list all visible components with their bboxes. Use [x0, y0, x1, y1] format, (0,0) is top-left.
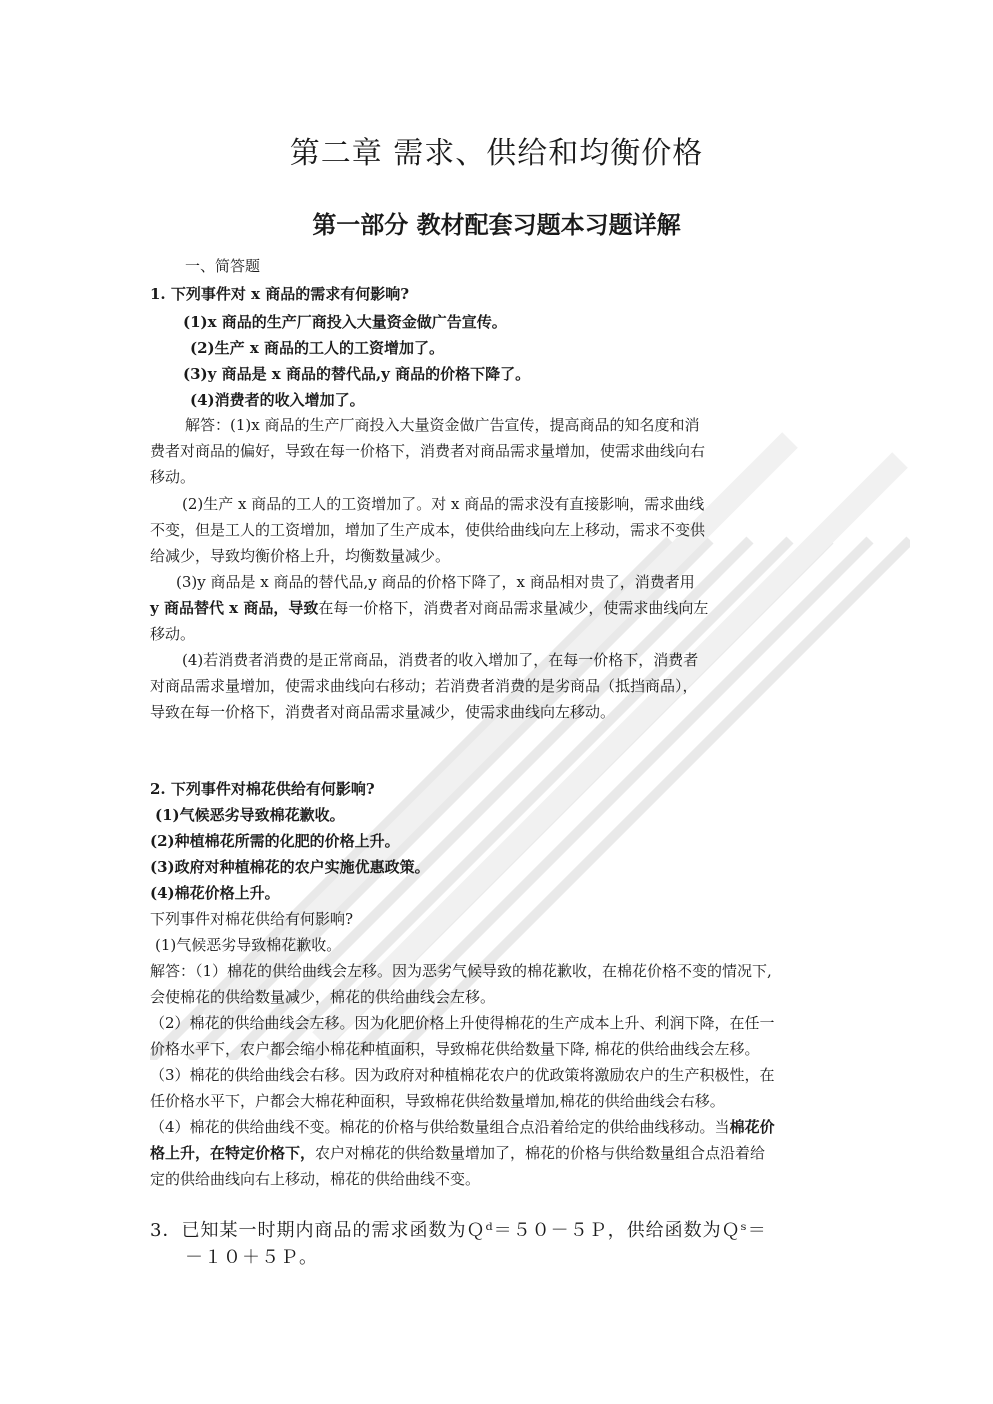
q1-answer-line: 移动。: [150, 468, 196, 486]
q2-item: (4)棉花价格上升。: [150, 884, 280, 902]
q1-answer-line: 给减少，导致均衡价格上升，均衡数量减少。: [150, 547, 451, 565]
q1-answer-line: (4)若消费者消费的是正常商品，消费者的收入增加了，在每一价格下，消费者: [182, 651, 699, 669]
q2-answer4-line: [150, 1142, 765, 1164]
q2-answer-line: 任价格水平下，户都会大棉花种面积，导致棉花供给数量增加,棉花的供给曲线会右移。: [150, 1092, 725, 1110]
q1-answer-line: 导致在每一价格下，消费者对商品需求量减少，使需求曲线向左移动。: [150, 703, 616, 721]
q2-item: (2)种植棉花所需的化肥的价格上升。: [150, 832, 400, 850]
q1-answer-line: 费者对商品的偏好，导致在每一价格下，消费者对商品需求量增加，使需求曲线向右: [150, 442, 706, 460]
q2-question: 2. 下列事件对棉花供给有何影响?: [150, 780, 375, 798]
q1-answer-line: 对商品需求量增加，使需求曲线向右移动；若消费者消费的是劣商品（抵挡商品），: [150, 677, 698, 695]
q1-answer-bold-phrase: y 商品替代 x 商品，导致: [150, 599, 319, 617]
q1-answer-line: 解答：(1)x 商品的生产厂商投入大量资金做广告宣传，提高商品的知名度和消: [185, 416, 700, 434]
q2-item: (1)气候恶劣导致棉花歉收。: [155, 806, 345, 824]
q1-answer-mixed-line: [150, 597, 708, 619]
q1-item: (4)消费者的收入增加了。: [190, 391, 365, 409]
q1-item: (2)生产 x 商品的工人的工资增加了。: [190, 339, 445, 357]
q2-answer4-bold-phrase: 棉花价: [729, 1118, 775, 1136]
q1-answer-line: (2)生产 x 商品的工人的工资增加了。对 x 商品的需求没有直接影响，需求曲线: [182, 495, 705, 513]
q3-question-line: 3．已知某一时期内商品的需求函数为Ｑᵈ＝５０－５Ｐ，供给函数为Ｑˢ＝: [150, 1220, 767, 1241]
q1-question: 1. 下列事件对 x 商品的需求有何影响?: [150, 285, 410, 303]
q2-answer-line: 解答：（1）棉花的供给曲线会左移。因为恶劣气候导致的棉花歉收，在棉花价格不变的情况下,: [150, 962, 772, 980]
q1-answer-line: 移动。: [150, 625, 196, 643]
q1-item: (1)x 商品的生产厂商投入大量资金做广告宣传。: [183, 313, 507, 331]
chapter-title: 第二章 需求、供给和均衡价格: [289, 136, 704, 171]
section-label: 一、简答题: [185, 257, 261, 275]
q3-question-line: －１０＋５Ｐ。: [185, 1247, 318, 1268]
q2-answer4-line: [150, 1116, 775, 1138]
q2-answer-line: 价格水平下，农户都会缩小棉花种植面积，导致棉花供给数量下降, 棉花的供给曲线会左移。: [150, 1040, 760, 1058]
part-title: 第一部分 教材配套习题本习题详解: [312, 211, 681, 239]
q1-answer-line: (3)y 商品是 x 商品的替代品,y 商品的价格下降了，x 商品相对贵了，消费者用: [176, 573, 695, 591]
q2-answer4-normal-phrase: 农户对棉花的供给数量增加了，棉花的价格与供给数量组合点沿着给: [315, 1144, 766, 1162]
q1-answer-normal-phrase: 在每一价格下，消费者对商品需求量减少，使需求曲线向左: [318, 599, 709, 617]
q2-answer-line: （2）棉花的供给曲线会左移。因为化肥价格上升使得棉花的生产成本上升、利润下降，在任一: [150, 1014, 775, 1032]
q1-answer-line: 不变，但是工人的工资增加，增加了生产成本，使供给曲线向左上移动，需求不变供: [150, 521, 706, 539]
q2-answer-line: 会使棉花的供给数量减少，棉花的供给曲线会左移。: [150, 988, 496, 1006]
q1-item: (3)y 商品是 x 商品的替代品,y 商品的价格下降了。: [183, 365, 531, 383]
q2-repeat-item: (1)气候恶劣导致棉花歉收。: [155, 936, 342, 954]
q2-repeat-question: 下列事件对棉花供给有何影响?: [150, 910, 354, 928]
q2-answer4-bold-phrase: 格上升，在特定价格下，: [150, 1144, 316, 1162]
q2-answer4-normal-phrase: （4）棉花的供给曲线不变。棉花的价格与供给数量组合点沿着给定的供给曲线移动。当: [150, 1118, 730, 1136]
q2-answer-line: 定的供给曲线向右上移动，棉花的供给曲线不变。: [150, 1170, 481, 1188]
q2-item: (3)政府对种植棉花的农户实施优惠政策。: [150, 858, 430, 876]
q2-answer-line: （3）棉花的供给曲线会右移。因为政府对种植棉花农户的优政策将激励农户的生产积极性，在: [150, 1066, 775, 1084]
